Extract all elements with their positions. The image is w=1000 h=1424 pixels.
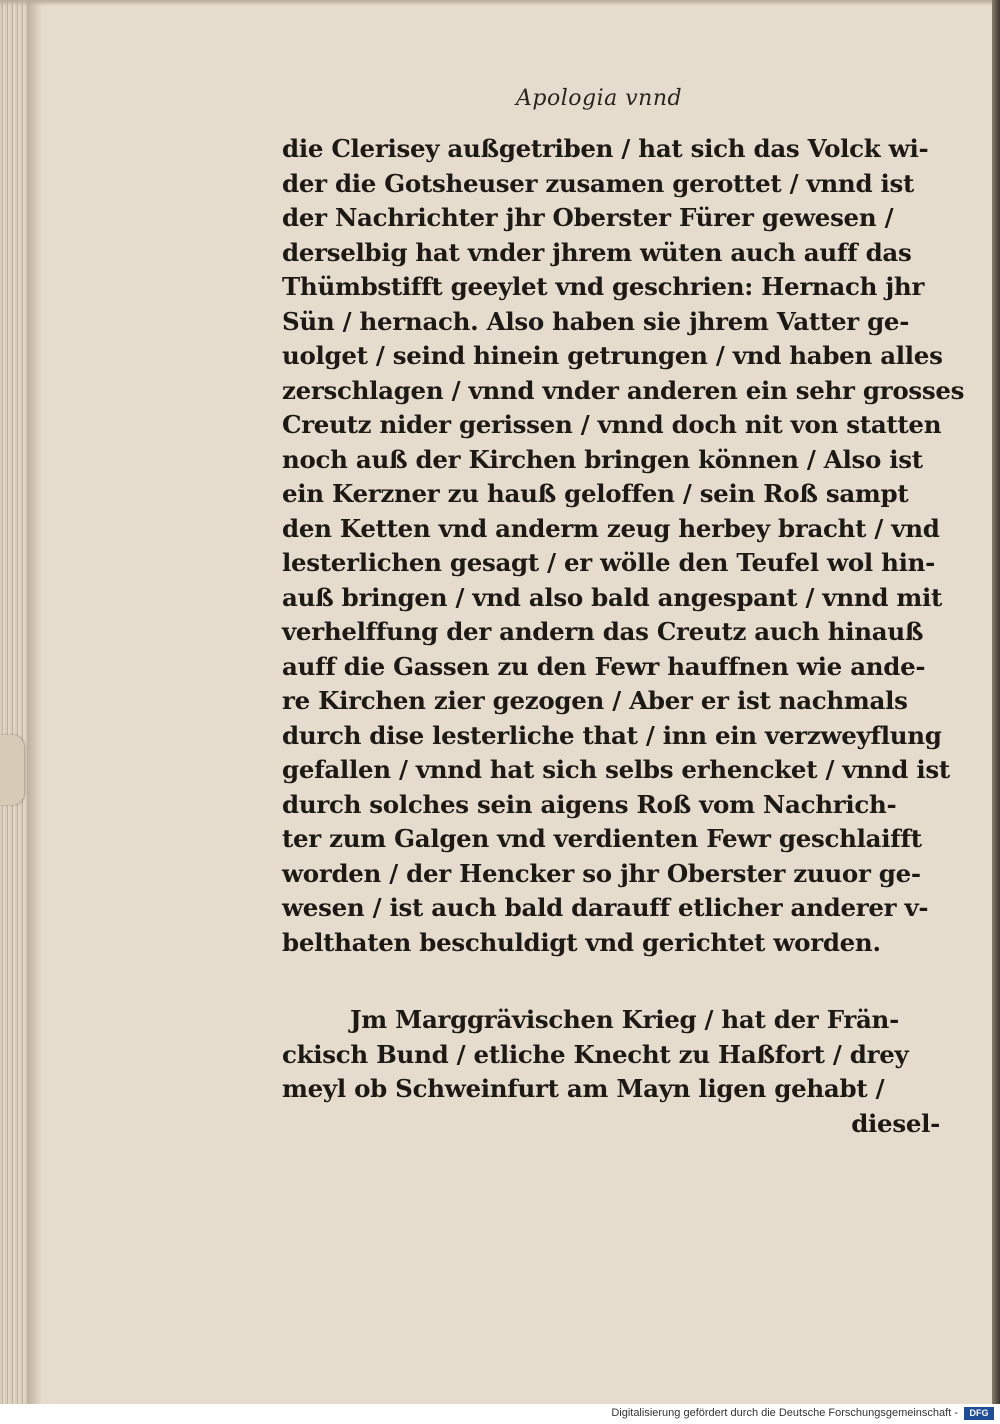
text-line: worden / der Hencker so jhr Oberster zuuor ge- — [282, 858, 921, 888]
dfg-logo-icon: DFG — [964, 1407, 994, 1420]
paragraph-gap — [282, 960, 950, 1003]
funding-credit: Digitalisierung gefördert durch die Deutsche Forschungsgemeinschaft - — [611, 1407, 958, 1419]
text-line: Thümbstifft geeylet vnd geschrien: Hernach jhr — [282, 272, 925, 301]
text-line: gefallen / vnnd hat sich selbs erhencket / vnnd ist — [282, 755, 950, 784]
page-tab — [0, 735, 24, 805]
gutter-shadow — [28, 0, 42, 1404]
text-line: belthaten beschuldigt vnd gerichtet worden. — [282, 927, 881, 957]
text-line: der Nachrichter jhr Oberster Fürer gewesen / — [282, 203, 894, 232]
text-line: wesen / ist auch bald darauff etlicher anderer v- — [282, 893, 929, 922]
text-line: lesterlichen gesagt / er wölle den Teufel wol hin- — [282, 548, 936, 577]
page-edges — [0, 0, 28, 1404]
text-line: derselbig hat vnder jhrem wüten auch auff das — [282, 237, 912, 267]
text-line: ter zum Galgen vnd verdienten Fewr geschlaifft — [282, 824, 922, 853]
text-line: re Kirchen zier gezogen / Aber er ist nachmals — [282, 686, 908, 715]
binding-edge — [992, 0, 1000, 1404]
text-line: zerschlagen / vnnd vnder anderen ein sehr grosses — [282, 375, 965, 405]
text-line: meyl ob Schweinfurt am Mayn ligen gehabt / — [282, 1074, 885, 1103]
running-head: Apologia vnnd — [516, 86, 683, 111]
text-line: Creutz nider gerissen / vnnd doch nit von statten — [282, 410, 942, 439]
footer-bar — [0, 1404, 1000, 1424]
text-line: den Ketten vnd anderm zeug herbey bracht / vnd — [282, 513, 940, 543]
text-line: ckisch Bund / etliche Knecht zu Haßfort / drey — [282, 1039, 909, 1069]
catchword: diesel- — [851, 1108, 940, 1138]
text-line: Jm Marggrävischen Krieg / hat der Frän- — [350, 1005, 899, 1034]
text-block — [282, 132, 965, 1141]
text-line: die Clerisey außgetriben / hat sich das Volck wi- — [282, 134, 929, 163]
text-line: auß bringen / vnd also bald angespant / vnnd mit — [282, 582, 943, 612]
top-edge — [0, 0, 1000, 6]
text-line: ein Kerzner zu hauß geloffen / sein Roß sampt — [282, 479, 909, 508]
text-line: Sün / hernach. Also haben sie jhrem Vatter ge- — [282, 306, 910, 336]
text-line: durch dise lesterliche that / inn ein verzweyflung — [282, 720, 942, 750]
text-line: durch solches sein aigens Roß vom Nachrich- — [282, 789, 897, 819]
text-line: noch auß der Kirchen bringen können / Also ist — [282, 444, 923, 474]
text-line: verhelffung der andern das Creutz auch hinauß — [282, 617, 924, 646]
text-line: auff die Gassen zu den Fewr hauffnen wie ande- — [282, 651, 926, 681]
text-line: der die Gotsheuser zusamen gerottet / vnnd ist — [282, 168, 915, 198]
text-line: uolget / seind hinein getrungen / vnd haben alles — [282, 341, 943, 370]
